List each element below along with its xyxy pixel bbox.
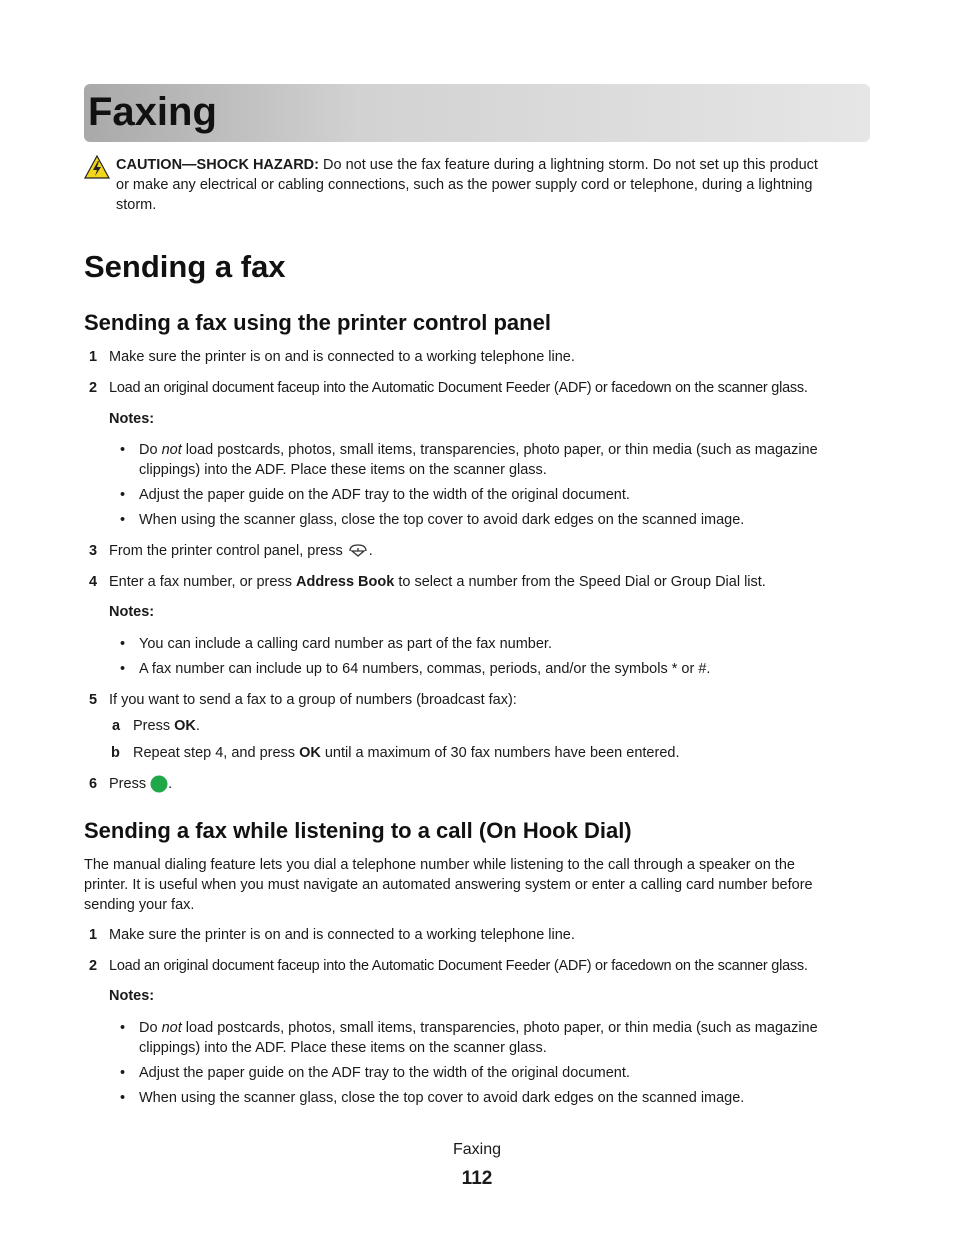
step-number: 4 [89,574,98,590]
bullet-marker: • [120,661,126,677]
substep-letter: a [112,718,121,734]
bullet-marker: • [120,1090,126,1106]
step-text-part: to select a number from the Speed Dial or Group Dial list. [394,574,766,590]
intro-line: The manual dialing feature lets you dial a telephone number while listening to the call through a speaker on the [84,857,795,873]
intro-line: sending your fax. [84,897,195,913]
caution-text-line2: or make any electrical or cabling connections, such as the power supply cord or telephone, during a lightning [116,177,813,193]
step-text-part: . [195,718,200,734]
note-item: Adjust the paper guide on the ADF tray to the width of the original document. [139,487,630,503]
step-number: 3 [89,543,98,559]
note-text: clippings) into the ADF. Place these items on the scanner glass. [139,462,547,478]
step-text [109,774,172,794]
note-item: Adjust the paper guide on the ADF tray to the width of the original document. [139,1065,630,1081]
step-text-part: . [168,776,173,792]
caution-text-line3: storm. [116,197,157,213]
ok-label: OK [299,745,321,761]
ok-label: OK [174,718,196,734]
note-item: You can include a calling card number as part of the fax number. [139,636,552,652]
fax-icon [347,542,369,560]
note-emphasis: not [161,1020,182,1036]
caution-label: CAUTION—SHOCK HAZARD: [116,157,319,173]
note-item: A fax number can include up to 64 numbers, commas, periods, and/or the symbols * or #. [139,661,711,677]
step-number: 1 [89,349,98,365]
bullet-marker: • [120,1020,126,1036]
note-text: clippings) into the ADF. Place these items on the scanner glass. [139,1040,547,1056]
bullet-marker: • [120,487,126,503]
chapter-title: Faxing [88,90,217,134]
footer-section-name: Faxing [452,1141,502,1158]
caution-text-line1: Do not use the fax feature during a lightning storm. Do not set up this product [323,157,818,173]
section-title: Sending a fax [84,249,286,284]
substep-text [133,716,200,736]
step-number: 6 [89,776,98,792]
notes-label: Notes: [109,988,155,1004]
note-text: load postcards, photos, small items, transparencies, photo paper, or thin media (such as magazine [181,1020,818,1036]
notes-label: Notes: [109,411,155,427]
note-item: When using the scanner glass, close the top cover to avoid dark edges on the scanned image. [139,512,745,528]
intro-paragraph [84,855,874,915]
notes-label: Notes: [109,604,155,620]
warning-triangle-icon [84,155,110,179]
bullet-marker: • [120,1065,126,1081]
step-text-part: . [368,543,373,559]
note-text: Do [139,442,162,458]
step-text: Load an original document faceup into the Automatic Document Feeder (ADF) or facedown on the scanner glass. [109,958,808,974]
note-text: Do [139,1020,162,1036]
substep-text [133,743,679,763]
step-text [109,572,766,592]
step-text-part: Repeat step 4, and press [133,745,300,761]
subsection-title-control-panel: Sending a fax using the printer control panel [84,310,551,335]
substep-letter: b [111,745,120,761]
step-text: If you want to send a fax to a group of numbers (broadcast fax): [109,692,517,708]
step-number: 2 [89,380,98,396]
step-text-part: until a maximum of 30 fax numbers have been entered. [320,745,680,761]
note-emphasis: not [161,442,182,458]
start-button-icon [150,775,168,793]
step-number: 2 [89,958,98,974]
step-text-part: From the printer control panel, press [109,543,347,559]
note-text: load postcards, photos, small items, transparencies, photo paper, or thin media (such as magazine [181,442,818,458]
step-text: Load an original document faceup into the Automatic Document Feeder (ADF) or facedown on the scanner glass. [109,380,808,396]
step-text-part: Press [109,776,151,792]
note-item [139,440,874,480]
step-text [109,541,373,561]
bullet-marker: • [120,512,126,528]
subsection-title-on-hook-dial: Sending a fax while listening to a call (On Hook Dial) [84,818,632,843]
step-number: 1 [89,927,98,943]
step-text: Make sure the printer is on and is connected to a working telephone line. [109,927,575,943]
note-item [139,1018,874,1058]
address-book-label: Address Book [295,574,395,590]
step-text-part: Enter a fax number, or press [109,574,296,590]
page-number: 112 [461,1168,493,1189]
intro-line: printer. It is useful when you must navigate an automated answering system or enter a calling card number before [84,877,813,893]
bullet-marker: • [120,636,126,652]
step-number: 5 [89,692,98,708]
step-text: Make sure the printer is on and is connected to a working telephone line. [109,349,575,365]
note-item: When using the scanner glass, close the top cover to avoid dark edges on the scanned image. [139,1090,745,1106]
caution-notice [116,155,876,215]
step-text-part: Press [133,718,175,734]
bullet-marker: • [120,442,126,458]
